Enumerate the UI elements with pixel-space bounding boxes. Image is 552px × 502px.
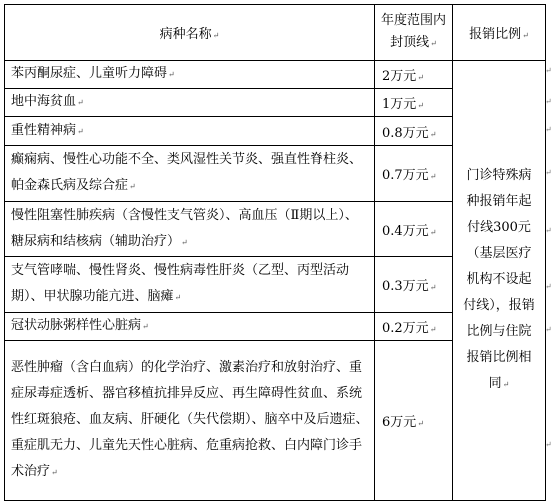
row-end-mark: ↵ bbox=[545, 282, 552, 291]
table-row bbox=[5, 61, 546, 89]
limit-cell: 1万元↵ bbox=[375, 89, 453, 117]
row-end-mark: ↵ bbox=[545, 325, 552, 334]
row-end-mark: ↵ bbox=[545, 440, 552, 449]
limit-cell: 0.2万元↵ bbox=[375, 313, 453, 341]
disease-cell: 苯丙酮尿症、儿童听力障碍↵ bbox=[5, 61, 375, 89]
limit-cell: 2万元↵ bbox=[375, 61, 453, 89]
disease-cell: 恶性肿瘤（含白血病）的化学治疗、激素治疗和放射治疗、重症尿毒症透析、器官移植抗排异反应、再生障碍性贫血、系统性红斑狼疮、血友病、肝硬化（失代偿期）、脑卒中及后遗症、重症肌无力、儿童先天性心脏病、危重病抢救、白内障门诊手术治疗↵ bbox=[5, 341, 375, 501]
header-row bbox=[5, 5, 546, 61]
row-end-mark: ↵ bbox=[545, 125, 552, 134]
row-end-mark: ↵ bbox=[545, 226, 552, 235]
disease-cell: 癫痫病、慢性心功能不全、类风湿性关节炎、强直性脊柱炎、帕金森氏病及综合症↵ bbox=[5, 146, 375, 202]
header-reimbursement-ratio: 报销比例↵ bbox=[453, 5, 546, 61]
header-disease-name: 病种名称↵ bbox=[5, 5, 375, 61]
disease-cell: 地中海贫血↵ bbox=[5, 89, 375, 117]
row-end-mark: ↵ bbox=[545, 168, 552, 177]
reimbursement-table bbox=[4, 4, 546, 501]
limit-cell: 0.3万元↵ bbox=[375, 257, 453, 313]
limit-cell: 0.4万元↵ bbox=[375, 202, 453, 257]
limit-cell: 6万元↵ bbox=[375, 341, 453, 501]
reimbursement-ratio-cell: 门诊特殊病种报销年起付线300元（基层医疗机构不设起付线），报销比例与住院报销比例相同↵ bbox=[453, 61, 546, 501]
disease-cell: 冠状动脉粥样性心脏病↵ bbox=[5, 313, 375, 341]
header-annual-limit: 年度范围内封顶线↵ bbox=[375, 5, 453, 61]
disease-cell: 支气管哮喘、慢性肾炎、慢性病毒性肝炎（乙型、丙型活动期）、甲状腺功能亢进、脑瘫↵ bbox=[5, 257, 375, 313]
row-end-mark: ↵ bbox=[545, 97, 552, 106]
disease-cell: 重性精神病↵ bbox=[5, 117, 375, 146]
disease-cell: 慢性阻塞性肺疾病（含慢性支气管炎）、高血压（Ⅱ期以上）、糖尿病和结核病（辅助治疗）↵ bbox=[5, 202, 375, 257]
limit-cell: 0.8万元↵ bbox=[375, 117, 453, 146]
row-end-mark: ↵ bbox=[545, 66, 552, 75]
limit-cell: 0.7万元↵ bbox=[375, 146, 453, 202]
